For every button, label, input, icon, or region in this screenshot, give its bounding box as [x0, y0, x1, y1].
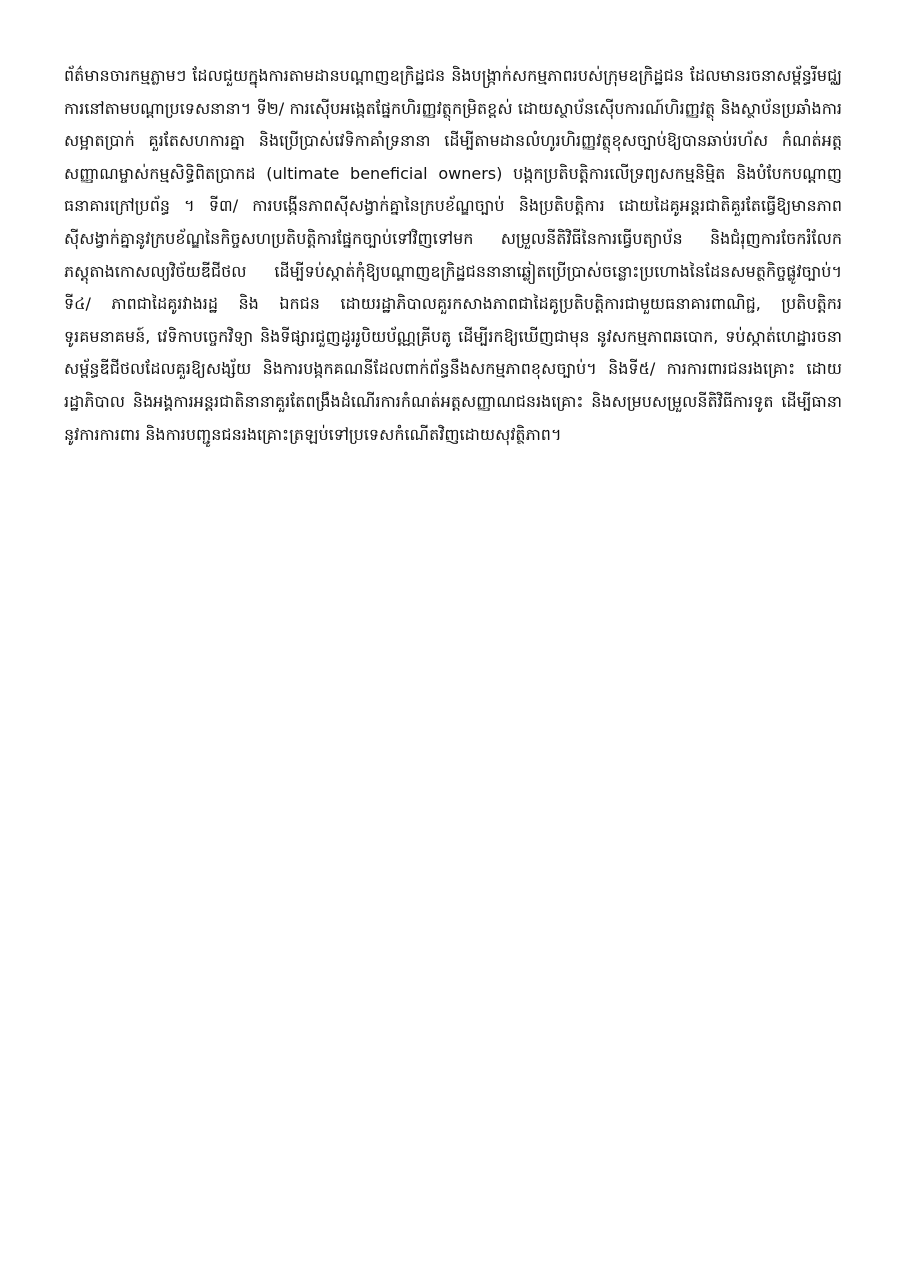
body-paragraph: ព័ត៌មានចារកម្មភ្លាមៗ ដែលជួយក្នុងការតាមដានបណ្ដាញឧក្រិដ្ឋជន និងបង្ក្រាក់សកម្មភាពរបស់ក្រុមឧក្រិដ្ឋជន ដែលមានរចនាសម្ព័ន្ធរីមជ្ឈការនៅតាមបណ្ដាប្រទេសនានា។ ទី២/ ការស៊ើបអង្កេតផ្នែកហិរញ្ញវត្ថុកម្រិតខ្ពស់ ដោយស្ថាប័នស៊ើបការណ៍ហិរញ្ញវត្ថុ និងស្ថាប័នប្រឆាំងការសម្អាតប្រាក់ គួរតែសហការគ្នា និងប្រើប្រាស់វេទិកាគាំទ្រនានា ដើម្បីតាមដានលំហូរហិរញ្ញវត្ថុខុសច្បាប់ឱ្យបានឆាប់រហ័ស កំណត់អត្តសញ្ញាណម្ចាស់កម្មសិទ្ធិពិតប្រាកដ (ultimate beneficial owners) បង្កកប្រតិបត្តិការលើទ្រព្យសកម្មនិម្មិត និងបំបែកបណ្ដាញធនាគារក្រៅប្រព័ន្ធ ។ ទី៣/ ការបង្កើនភាពស៊ីសង្វាក់គ្នានៃក្របខ័ណ្ឌច្បាប់ និងប្រតិបត្តិការ ដោយដៃគូអន្តរជាតិគួរតែធ្វើឱ្យមានភាពស៊ីសង្វាក់គ្នានូវក្របខ័ណ្ឌនៃកិច្ចសហប្រតិបត្តិការផ្នែកច្បាប់ទៅវិញទៅមក សម្រួលនីតិវិធីនៃការធ្វើបត្យាប័ន និងជំរុញការចែករំលែកភស្តុតាងកោសល្យវិច័យឌីជីថល ដើម្បីទប់ស្កាត់កុំឱ្យបណ្ដាញឧក្រិដ្ឋជននានាឆ្លៀតប្រើប្រាស់ចន្លោះប្រហោងនៃដែនសមត្ថកិច្ចផ្លូវច្បាប់។ ទី៤/ ភាពជាដៃគូរវាងរដ្ឋ និង ឯកជន ដោយរដ្ឋាភិបាលគួរកសាងភាពជាដៃគូប្រតិបត្តិការជាមួយធនាគារពាណិជ្ជ, ប្រតិបត្តិករទូរគមនាគមន៍, វេទិកាបច្ចេកវិទ្យា និងទីផ្សារជួញដូររូបិយប័ណ្ណគ្រីបតូ ដើម្បីរកឱ្យឃើញជាមុន នូវសកម្មភាពឆបោក, ទប់ស្កាត់ហេដ្ឋារចនាសម្ព័ន្ធឌីជីថលដែលគួរឱ្យសង្ស័យ និងការបង្កកគណនីដែលពាក់ព័ន្ធនឹងសកម្មភាពខុសច្បាប់។ និងទី៥/ ការការពារជនរងគ្រោះ ដោយ រដ្ឋាភិបាល និងអង្គការអន្តរជាតិនានាគួរតែពង្រឹងដំណើរការកំណត់អត្តសញ្ញាណជនរងគ្រោះ និងសម្របសម្រួលនីតិវិធីការទូត ដើម្បីធានានូវការការពារ និងការបញ្ជូនជនរងគ្រោះត្រឡប់ទៅប្រទេសកំណើតវិញដោយសុវត្ថិភាព។: [64, 66, 842, 444]
